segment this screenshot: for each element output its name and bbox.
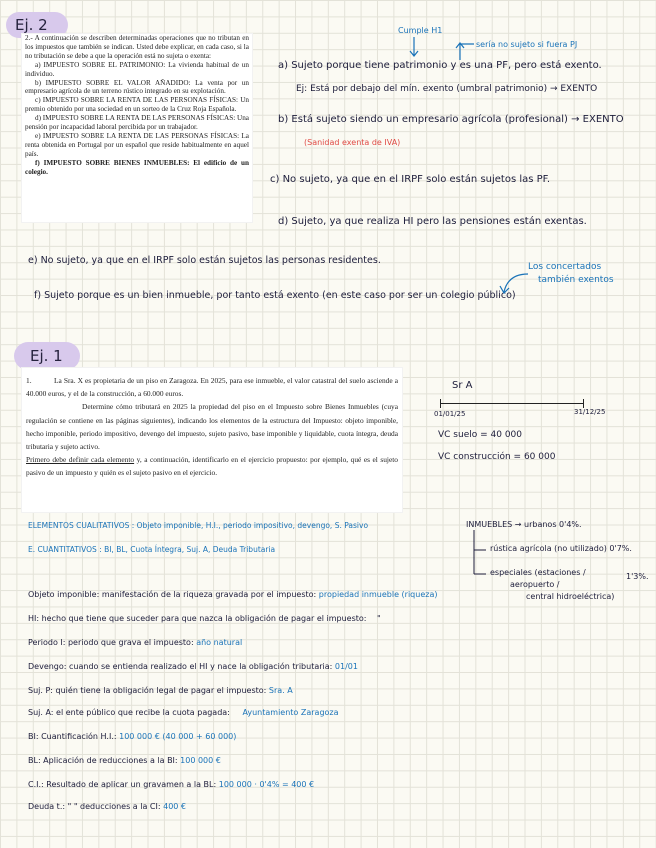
def-row: BL: Aplicación de reducciones a la BI: 100 000 € [28, 756, 221, 765]
ej1-paragraph-2: Determine cómo tributará en 2025 la propiedad del piso en el Impuesto sobre Bienes Inmuebles (cuya regulación se contiene en las páginas siguientes), indicando los elementos de la estructura del Impuesto: objeto imponible, hecho imponible, periodo impositivo, devengo del impuesto, sujeto pasivo, base imponible y liquidable, cuota íntegra, deuda tributaria y sujeto activo. [26, 402, 398, 452]
def-row: Suj. A: el ente público que recibe la cuota pagada: Ayuntamiento Zaragoza [28, 708, 339, 717]
rates-bracket [470, 530, 490, 578]
arrow-down-icon [408, 36, 420, 58]
answer-d: d) Sujeto, ya que realiza HI pero las pensiones están exentas. [278, 216, 587, 227]
answer-a: a) Sujeto porque tiene patrimonio y es una PF, pero está exento. [278, 60, 602, 71]
ej1-paragraph-3: Primero debe definir cada elemento y, a continuación, identificarlo en el ejercicio propuesto: por ejemplo, qué es el sujeto pasivo de un impuesto y quién es el sujeto pasivo en el ejercicio. [26, 455, 398, 478]
def-row: Suj. P: quién tiene la obligación legal de pagar el impuesto: Sra. A [28, 686, 293, 695]
ej2-tag: Ej. 2 [6, 12, 68, 38]
note-cumple-h1: Cumple H1 [398, 26, 443, 35]
ej2-item-e: e) IMPUESTO SOBRE LA RENTA DE LAS PERSONAS FÍSICAS: La renta obtenida en Portugal por un español que reside habitualmente en aquel país. [25, 131, 249, 158]
ej2-item-f: f) IMPUESTO SOBRE BIENES INMUEBLES: El edificio de un colegio. [25, 158, 249, 176]
ej1-paragraph-1: 1. La Sra. X es propietaria de un piso en Zaragoza. En 2025, para ese inmueble, el valor catastral del suelo asciende a 40.000 euros, y el de la construcción, a 60.000 euros. [26, 376, 398, 399]
answer-b: b) Está sujeto siendo un empresario agrícola (profesional) → EXENTO [278, 114, 624, 125]
timeline-start-tick [440, 399, 441, 408]
ej2-statement [22, 34, 252, 222]
ej2-intro: 2.- A continuación se describen determinadas operaciones que no tributan en los impuestos que también se indican. Usted debe explicar, en cada caso, si la no tributación se debe a que la operación está no sujeta o exenta: [25, 34, 249, 60]
ej2-item-c: c) IMPUESTO SOBRE LA RENTA DE LAS PERSONAS FÍSICAS: Un premio obtenido por una sociedad en un sorteo de la Cruz Roja Española. [25, 96, 249, 114]
answer-c: c) No sujeto, ya que en el IRPF solo están sujetos las PF. [270, 174, 550, 185]
def-row: C.I.: Resultado de aplicar un gravamen a la BL: 100 000 · 0'4% = 400 € [28, 780, 315, 789]
ej1-tag: Ej. 1 [14, 342, 80, 370]
def-row: Deuda t.: " " deducciones a la CI: 400 € [28, 802, 187, 811]
answer-a-example: Ej: Está por debajo del mín. exento (umbral patrimonio) → EXENTO [296, 84, 598, 94]
ej2-item-d: d) IMPUESTO SOBRE LA RENTA DE LAS PERSONAS FÍSICAS: Una pensión por incapacidad laboral percibida por un trabajador. [25, 114, 249, 132]
rate-especiales-1: especiales (estaciones / [490, 568, 586, 577]
rate-especiales-3: central hidroeléctrica) [526, 592, 615, 601]
def-row: Objeto imponible: manifestación de la riqueza gravada por el impuesto: propiedad inmueble (riqueza) [28, 590, 438, 599]
arrow-left-icon [498, 270, 530, 298]
def-row: BI: Cuantificación H.I.: 100 000 € (40 000 + 60 000) [28, 732, 237, 741]
timeline-end-date: 31/12/25 [574, 408, 606, 416]
elementos-cualitativos: ELEMENTOS CUALITATIVOS : Objeto imponible, H.I., periodo impositivo, devengo, S. Pasivo [28, 521, 369, 530]
ej2-item-b: b) IMPUESTO SOBRE EL VALOR AÑADIDO: La venta por un empresario agrícola de un terreno rústico integrado en su explotación. [25, 78, 249, 96]
note-seria-no-sujeto: sería no sujeto si fuera PJ [476, 40, 578, 49]
timeline-start-date: 01/01/25 [434, 410, 466, 418]
answer-e: e) No sujeto, ya que en el IRPF solo están sujetos las personas residentes. [28, 255, 381, 266]
note-concertados-1: Los concertados [528, 262, 602, 272]
def-row: Periodo I: periodo que grava el impuesto: año natural [28, 638, 243, 647]
answer-f: f) Sujeto porque es un bien inmueble, por tanto está exento (en este caso por ser un colegio público) [34, 290, 516, 301]
vc-construccion: VC construcción = 60 000 [438, 452, 556, 462]
timeline-end-tick [583, 399, 584, 408]
timeline-person: Sr A [452, 380, 473, 391]
ej2-item-a: a) IMPUESTO SOBRE EL PATRIMONIO: La vivienda habitual de un individuo. [25, 60, 249, 78]
rate-inmuebles: INMUEBLES → urbanos 0'4%. [466, 520, 582, 529]
vc-suelo: VC suelo = 40 000 [438, 430, 522, 440]
rate-rustica: rústica agrícola (no utilizado) 0'7%. [490, 544, 632, 553]
ej1-statement [22, 368, 402, 512]
answer-b-note: (Sanidad exenta de IVA) [304, 138, 401, 147]
def-row: Devengo: cuando se entienda realizado el HI y nace la obligación tributaria: 01/01 [28, 662, 358, 671]
timeline-axis [440, 403, 584, 404]
rate-especiales-2: aeropuerto / [510, 580, 560, 589]
note-concertados-2: también exentos [538, 275, 614, 285]
rate-especiales-value: 1'3%. [626, 572, 649, 581]
arrow-up-icon [454, 40, 476, 62]
def-row: HI: hecho que tiene que suceder para que nazca la obligación de pagar el impuesto: " [28, 614, 381, 623]
elementos-cuantitativos: E. CUANTITATIVOS : BI, BL, Cuota Íntegra, Suj. A, Deuda Tributaria [28, 545, 276, 554]
